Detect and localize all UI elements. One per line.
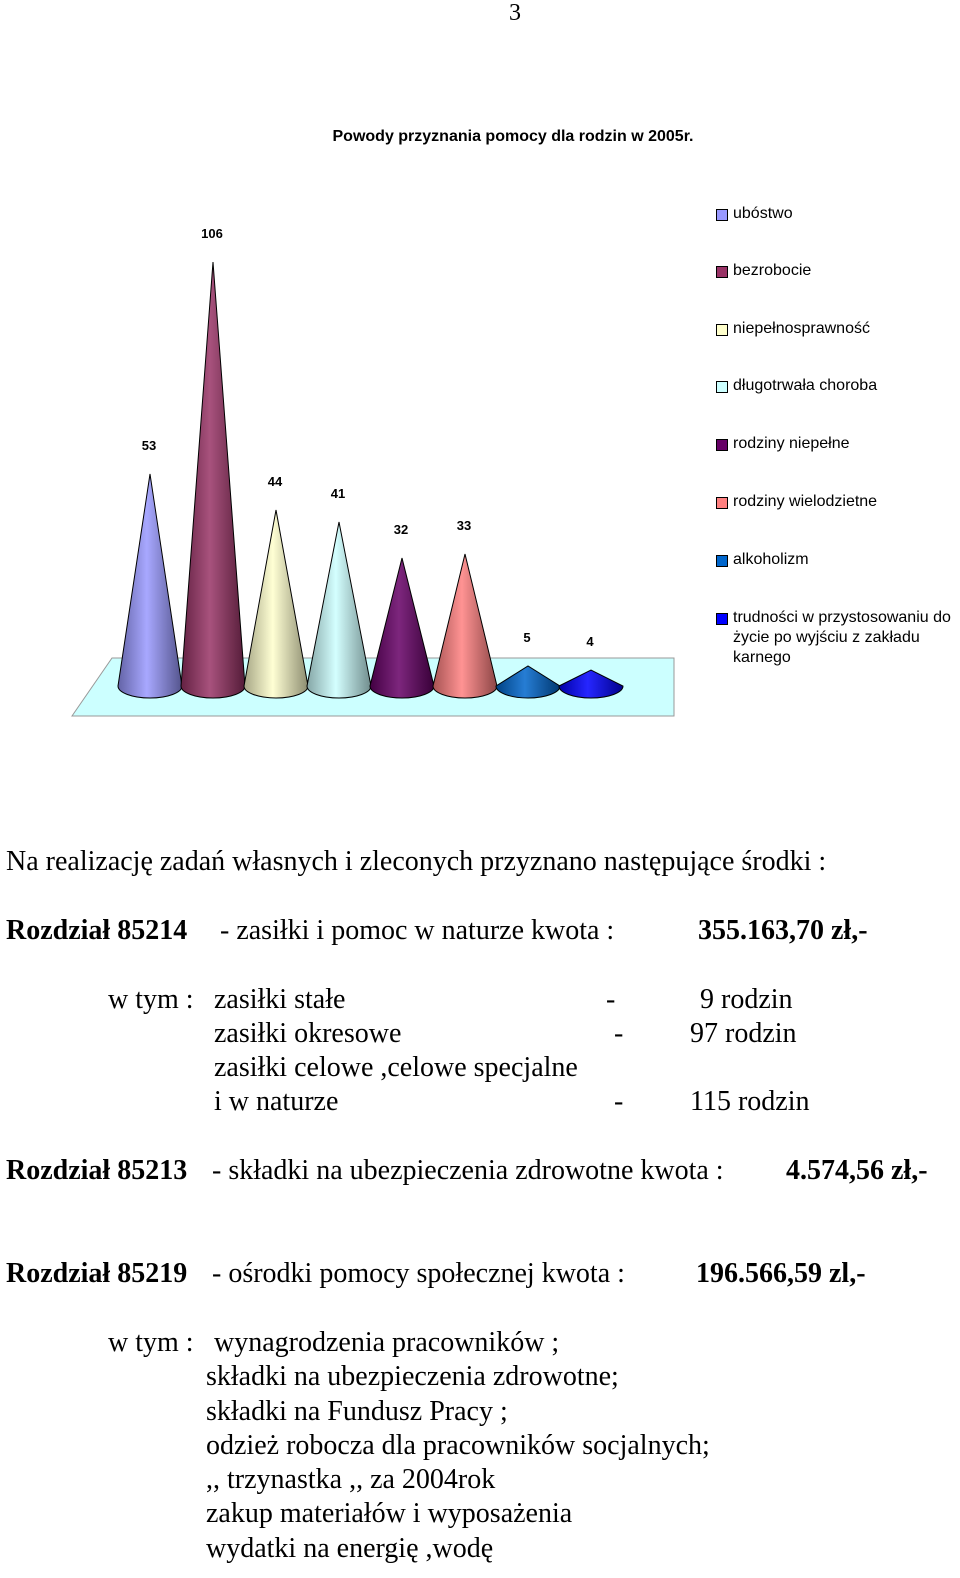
cone-bar	[181, 262, 245, 698]
r85219-item: ,, trzynastka ,, za 2004rok	[206, 1464, 496, 1495]
r85214-item-dash: -	[614, 1018, 624, 1049]
legend-item	[716, 492, 960, 512]
cone-shape	[244, 510, 308, 698]
cone-chart	[0, 0, 700, 730]
r85214-label: Rozdział 85214	[6, 915, 188, 946]
r85214-item-name: zasiłki okresowe	[214, 1018, 402, 1049]
data-label: 4	[586, 634, 594, 649]
r85214-item-dash: -	[606, 984, 616, 1015]
cone-shape	[307, 522, 371, 698]
legend-item	[716, 434, 960, 454]
legend-swatch	[716, 497, 728, 509]
r85219-item: wynagrodzenia pracowników ;	[214, 1327, 560, 1358]
legend-label: alkoholizm	[733, 551, 809, 568]
cone-shape	[433, 554, 497, 698]
r85219-item: składki na ubezpieczenia zdrowotne;	[206, 1361, 619, 1392]
data-label: 33	[456, 518, 472, 533]
legend-item	[716, 608, 960, 668]
cone-bar	[433, 554, 497, 698]
data-label: 106	[201, 226, 223, 241]
r85214-amount: 355.163,70 zł,-	[698, 915, 868, 946]
r85214-desc: - zasiłki i pomoc w naturze kwota :	[220, 915, 615, 946]
r85213-desc: - składki na ubezpieczenia zdrowotne kwota :	[212, 1155, 724, 1186]
legend-swatch	[716, 266, 728, 278]
r85214-item-count: 115 rodzin	[690, 1086, 810, 1117]
r85214-item-name: i w naturze	[214, 1086, 339, 1117]
legend-label: rodziny wielodzietne	[733, 493, 878, 510]
r85214-item-name: zasiłki stałe	[214, 984, 346, 1015]
r85219-wtym: w tym :	[108, 1327, 194, 1358]
page-number: 3	[509, 0, 521, 26]
r85219-item: składki na Fundusz Pracy ;	[206, 1396, 508, 1427]
cone-shape	[181, 262, 245, 698]
r85219-item: zakup materiałów i wyposażenia	[206, 1498, 573, 1529]
r85214-item-dash: -	[614, 1086, 624, 1117]
cone-bar	[244, 510, 308, 698]
legend-swatch	[716, 555, 728, 567]
legend-item	[716, 261, 960, 281]
intro-text: Na realizację zadań własnych i zleconych przyznano następujące środki :	[6, 846, 827, 877]
r85219-item: odzież robocza dla pracowników socjalnych;	[206, 1430, 710, 1461]
legend-swatch	[716, 613, 728, 625]
r85219-amount: 196.566,59 zl,-	[696, 1258, 866, 1289]
r85213-label: Rozdział 85213	[6, 1155, 188, 1186]
legend-item	[716, 550, 960, 570]
cone-bar	[307, 522, 371, 698]
legend-label: trudności w przystosowaniu do życie po wyjściu z zakładu karnego	[733, 609, 951, 666]
legend-label: bezrobocie	[733, 262, 812, 279]
legend-swatch	[716, 209, 728, 221]
legend-label: niepełnosprawność	[733, 320, 870, 337]
cone-shape	[370, 558, 434, 698]
legend-label: długotrwała choroba	[733, 377, 878, 394]
r85219-desc: - ośrodki pomocy społecznej kwota :	[212, 1258, 625, 1289]
r85213-amount: 4.574,56 zł,-	[786, 1155, 928, 1186]
legend-label: ubóstwo	[733, 205, 793, 222]
cone-bar	[118, 474, 182, 698]
r85219-label: Rozdział 85219	[6, 1258, 188, 1289]
chart-title: Powody przyznania pomocy dla rodzin w 2005r.	[332, 128, 694, 145]
legend-item	[716, 319, 960, 339]
r85219-item: wydatki na energię ,wodę	[206, 1533, 494, 1564]
legend-swatch	[716, 324, 728, 336]
legend-item	[716, 376, 960, 396]
legend-label: rodziny niepełne	[733, 435, 850, 452]
cone-bar	[370, 558, 434, 698]
r85214-item-count: 97 rodzin	[690, 1018, 797, 1049]
data-label: 53	[141, 438, 157, 453]
data-label: 32	[393, 522, 409, 537]
cone-shape	[118, 474, 182, 698]
legend-item	[716, 204, 960, 224]
legend-swatch	[716, 439, 728, 451]
data-label: 44	[267, 474, 283, 489]
data-label: 41	[330, 486, 346, 501]
r85214-wtym: w tym :	[108, 984, 194, 1015]
r85214-item-name: zasiłki celowe ,celowe specjalne	[214, 1052, 578, 1083]
legend-swatch	[716, 381, 728, 393]
r85214-item-count: 9 rodzin	[700, 984, 793, 1015]
cone-series	[118, 262, 623, 698]
data-label: 5	[523, 630, 531, 645]
